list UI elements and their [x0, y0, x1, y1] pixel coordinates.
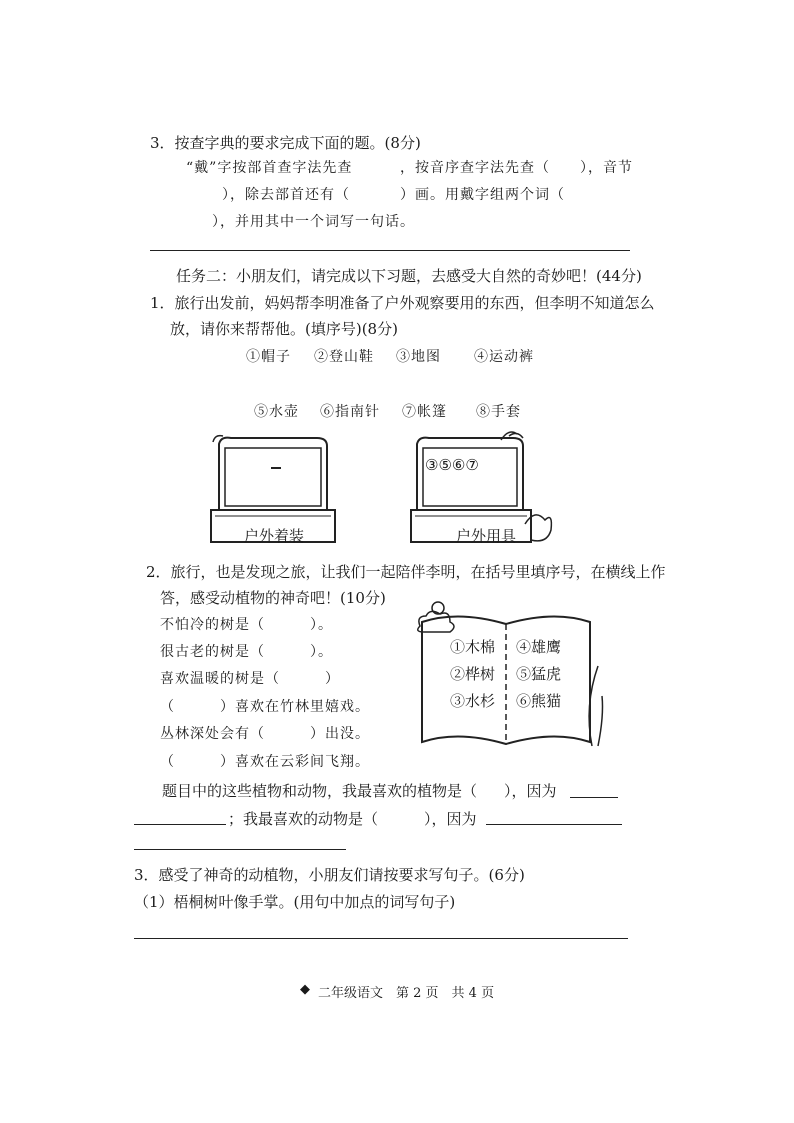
fav-plant-reason-blank [134, 824, 226, 825]
item-hat: ①帽子 [246, 349, 291, 365]
q3-top-line2a: ），除去部首还有（ [222, 187, 350, 203]
q2-fill-2: 很古老的树是（ ）。 [160, 644, 333, 660]
q2-fill-6: （ ）喜欢在云彩间飞翔。 [160, 754, 370, 770]
q2-fill-1: 不怕冷的树是（ ）。 [160, 617, 333, 633]
q1-line1: 1．旅行出发前，妈妈帮李明准备了户外观察要用的东西，但李明不知道怎么 [150, 294, 655, 312]
fav-animal-because: ），因为 [424, 810, 477, 828]
book-item-kapok: ①木棉 [450, 638, 496, 656]
item-compass: ⑥指南针 [320, 404, 380, 420]
suitcase-tools-label: 户外用具 [456, 527, 517, 545]
fav-animal-reason-blank [134, 849, 346, 850]
q2-line2: 答，感受动植物的神奇吧！(10分) [160, 589, 386, 607]
task2-heading: 任务二：小朋友们，请完成以下习题，去感受大自然的奇妙吧！(44分) [176, 267, 642, 285]
q3-top-line1a: “戴”字按部首查字法先查 [186, 160, 353, 176]
fav-plant-because: ），因为 [504, 782, 557, 800]
q3-top-title: 3．按查字典的要求完成下面的题。(8分) [150, 134, 421, 152]
book-item-panda: ⑥熊猫 [516, 692, 562, 710]
fav-plant-prompt: 题目中的这些植物和动物，我最喜欢的植物是（ [162, 782, 478, 800]
fav-plant-blank [570, 797, 618, 798]
suitcase-clothing-label: 户外着装 [244, 527, 305, 545]
item-hiking-shoes: ②登山鞋 [314, 349, 374, 365]
q3-top-line3: ），并用其中一个词写一句话。 [212, 214, 415, 230]
open-book-illustration [408, 596, 608, 756]
q3-line1: 3．感受了神奇的动植物，小朋友们请按要求写句子。(6分) [134, 866, 525, 884]
item-tent: ⑦帐篷 [402, 404, 447, 420]
fav-animal-prompt: ；我最喜欢的动物是（ [228, 810, 379, 828]
book-item-eagle: ④雄鹰 [516, 638, 562, 656]
item-gloves: ⑧手套 [476, 404, 521, 420]
q1-line2: 放，请你来帮帮他。(填序号)(8分) [170, 320, 398, 338]
q3-top-line1b: ，按音序查字法先查（ [400, 160, 550, 176]
book-item-tiger: ⑤猛虎 [516, 665, 562, 683]
item-map: ③地图 [396, 349, 441, 365]
q3-sub1: （1）梧桐树叶像手掌。(用句中加点的词写句子) [134, 893, 456, 911]
q3-answer-line [134, 938, 628, 939]
q2-fill-5: 丛林深处会有（ ）出没。 [160, 726, 370, 742]
book-item-metasequoia: ③水杉 [450, 692, 496, 710]
q3-top-line2b: ）画。用戴字组两个词（ [400, 187, 565, 203]
q2-fill-4: （ ）喜欢在竹林里嬉戏。 [160, 699, 370, 715]
item-kettle: ⑤水壶 [254, 404, 299, 420]
q3-top-line1c: ），音节 [580, 160, 633, 176]
answer-line [150, 250, 630, 251]
footer-page-info: 二年级语文 第 2 页 共 4 页 [318, 986, 495, 1001]
item-sport-pants: ④运动裤 [474, 349, 534, 365]
q2-fill-3: 喜欢温暖的树是（ ） [160, 671, 340, 687]
book-item-birch: ②桦树 [450, 665, 496, 683]
q2-line1: 2．旅行，也是发现之旅，让我们一起陪伴李明，在括号里填序号，在横线上作 [146, 563, 666, 581]
footer-diamond: ◆ [300, 982, 310, 997]
suitcase-tools-written-answer: ③⑤⑥⑦ [425, 456, 479, 474]
fav-animal-blank [486, 824, 622, 825]
